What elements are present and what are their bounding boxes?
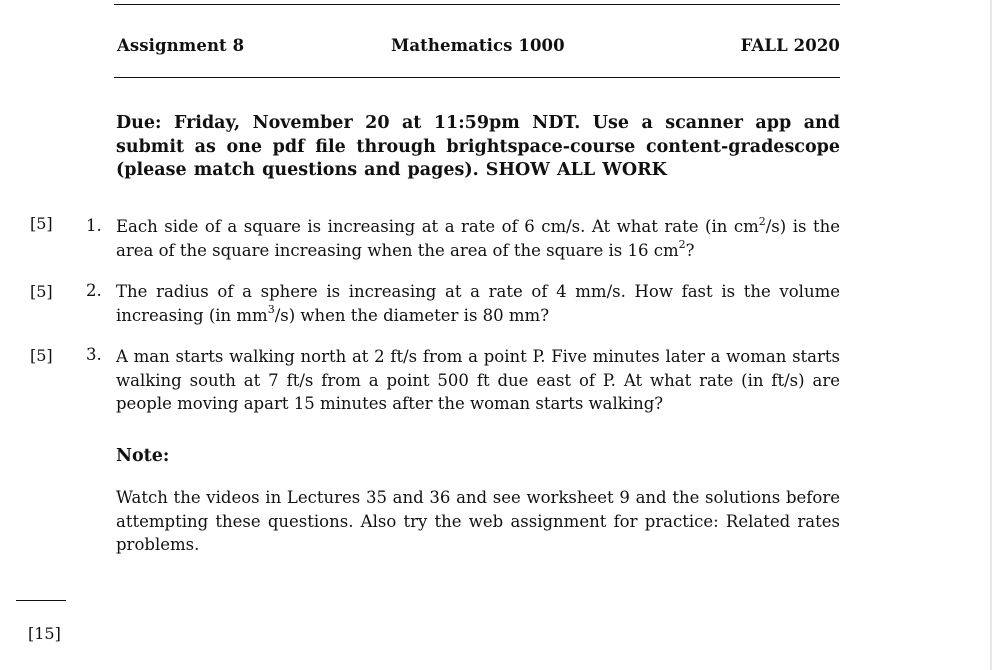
question-2-text — [116, 280, 840, 327]
due-instructions: Due: Friday, November 20 at 11:59pm NDT. Use a scanner app and submit as one pdf file through brightspace-course content-gradescope (please match questions and pages). SHOW ALL WORK — [116, 113, 840, 180]
question-1-number: 1. — [86, 216, 102, 235]
question-1-text-part-3: ? — [685, 240, 695, 260]
total-separator-line — [16, 600, 66, 601]
total-mark: [15] — [28, 624, 61, 643]
question-3-number: 3. — [86, 345, 102, 364]
header-bottom-rule — [114, 77, 840, 78]
term-label: FALL 2020 — [740, 36, 840, 55]
question-1-text-part-1: Each side of a square is increasing at a rate of 6 cm/s. At what rate (in cm — [116, 217, 759, 236]
question-2-superscript-1: 3 — [267, 303, 275, 316]
header-top-rule — [114, 4, 840, 5]
question-1-superscript-1: 2 — [758, 214, 766, 228]
question-1-mark: [5] — [30, 214, 53, 233]
question-1-text — [116, 215, 840, 262]
question-2-number: 2. — [86, 281, 102, 300]
question-3-mark: [5] — [30, 346, 53, 365]
assignment-title: Assignment 8 — [117, 36, 245, 55]
assignment-header — [114, 36, 840, 60]
question-1-superscript-2: 2 — [678, 238, 686, 251]
note-heading: Note: — [116, 446, 170, 466]
course-name: Mathematics 1000 — [391, 36, 565, 55]
question-1-text-part-2: /s) is the area of the square increasing when the area of the square is 16 cm — [116, 217, 840, 260]
note-text: Watch the videos in Lectures 35 and 36 and see worksheet 9 and the solutions before attempting these questions. Also try the web assignment for practice: Related rates problems. — [116, 488, 840, 554]
question-2-mark: [5] — [30, 282, 53, 301]
question-2-text-part-1: The radius of a sphere is increasing at a rate of 4 mm/s. How fast is the volume increasing (in mm — [116, 282, 840, 325]
question-3-text: A man starts walking north at 2 ft/s from a point P. Five minutes later a woman starts walking south at 7 ft/s from a point 500 ft due east of P. At what rate (in ft/s) are people moving apart 15 minutes after the woman starts walking? — [116, 347, 840, 413]
question-2-text-part-2: /s) when the diameter is 80 mm? — [274, 305, 550, 325]
